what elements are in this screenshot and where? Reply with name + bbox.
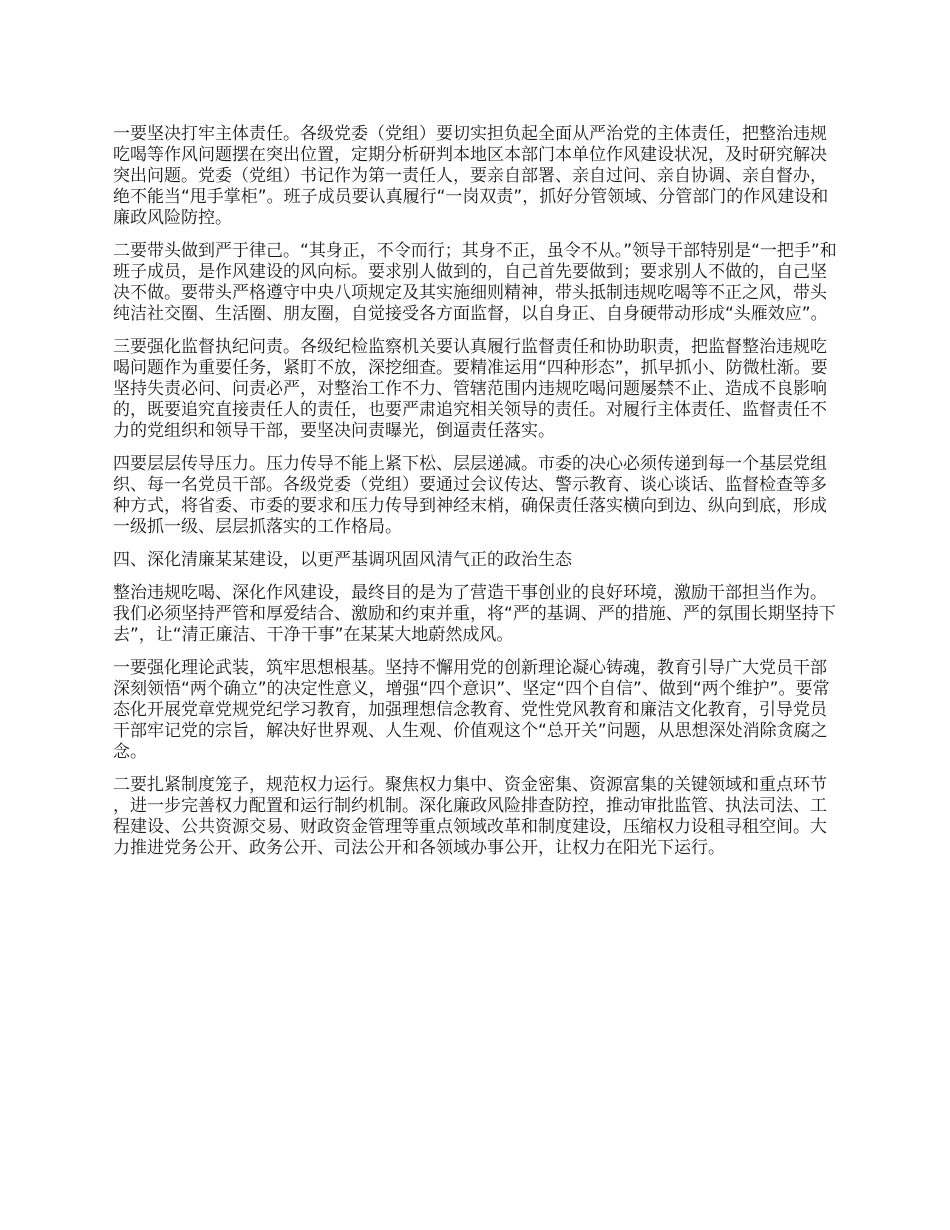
paragraph-pressure: 四要层层传导压力。压力传导不能上紧下松、层层递减。市委的决心必须传递到每一个基层党组织、每一名党员干部。各级党委（党组）要通过会议传达、警示教育、谈心谈话、监督检查等多种方式，将省委、市委的要求和压力传导到神经末梢，确保责任落实横向到边、纵向到底，形成一级抓一级、层层抓落实的工作格局。 [113, 454, 827, 537]
paragraph-institution: 二要扎紧制度笼子，规范权力运行。聚焦权力集中、资金密集、资源富集的关键领域和重点环节，进一步完善权力配置和运行制约机制。深化廉政风险排查防控，推动审批监管、执法司法、工程建设、公共资源交易、财政资金管理等重点领域改革和制度建设，压缩权力设租寻租空间。大力推进党务公开、政务公开、司法公开和各领域办事公开，让权力在阳光下运行。 [113, 775, 827, 858]
paragraph-theory: 一要强化理论武装，筑牢思想根基。坚持不懈用党的创新理论凝心铸魂，教育引导广大党员干部深刻领悟“两个确立”的决定性意义，增强“四个意识”、坚定“四个自信”、做到“两个维护”。要常态化开展党章党规党纪学习教育，加强理想信念教育、党性党风教育和廉洁文化教育，引导党员干部牢记党的宗旨，解决好世界观、人生观、价值观这个“总开关”问题，从思想深处消除贪腐之念。 [113, 658, 830, 762]
section-heading: 四、深化清廉某某建设，以更严基调巩固风清气正的政治生态 [113, 550, 572, 570]
paragraph-purpose: 整治违规吃喝、深化作风建设，最终目的是为了营造干事创业的良好环境，激励干部担当作为。我们必须坚持严管和厚爱结合、激励和约束并重，将“严的基调、严的措施、严的氛围长期坚持下去”，让“清正廉洁、干净干事”在某某大地蔚然成风。 [113, 583, 836, 645]
paragraph-responsibility: 一要坚决打牢主体责任。各级党委（党组）要切实担负起全面从严治党的主体责任，把整治违规吃喝等作风问题摆在突出位置，定期分析研判本地区本部门本单位作风建设状况，及时研究解决突出问题。党委（党组）书记作为第一责任人，要亲自部署、亲自过问、亲自协调、亲自督办，绝不能当“甩手掌柜”。班子成员要认真履行“一岗双责”，抓好分管领域、分管部门的作风建设和廉政风险防控。 [113, 124, 829, 228]
paragraph-self-discipline: 二要带头做到严于律己。“其身正，不令而行；其身不正，虽令不从。”领导干部特别是“一把手”和班子成员，是作风建设的风向标。要求别人做到的，自己首先要做到；要求别人不做的，自己坚决不做。要带头严格遵守中央八项规定及其实施细则精神，带头抵制违规吃喝等不正之风，带头纯洁社交圈、生活圈、朋友圈，自觉接受各方面监督，以自身正、自身硬带动形成“头雁效应”。 [113, 241, 837, 324]
paragraph-supervision: 三要强化监督执纪问责。各级纪检监察机关要认真履行监督责任和协助职责，把监督整治违规吃喝问题作为重要任务，紧盯不放，深挖细查。要精准运用“四种形态”，抓早抓小、防微杜渐。要坚持失责必问、问责必严，对整治工作不力、管辖范围内违规吃喝问题屡禁不止、造成不良影响的，既要追究直接责任人的责任，也要严肃追究相关领导的责任。对履行主体责任、监督责任不力的党组织和领导干部，要坚决问责曝光，倒逼责任落实。 [113, 337, 828, 441]
document-body [113, 124, 841, 871]
